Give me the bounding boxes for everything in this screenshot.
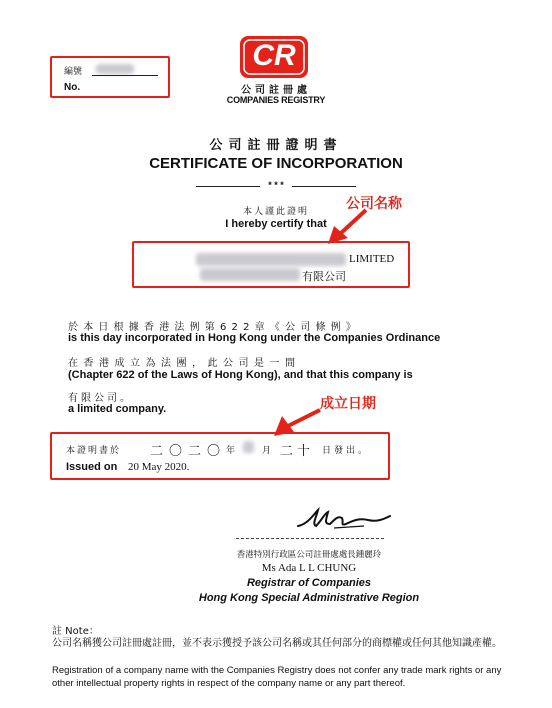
number-label-en: No. — [64, 82, 81, 93]
body-line2-en: (Chapter 622 of the Laws of Hong Kong), and that this company is — [68, 369, 413, 381]
note-label: 註 Note： — [52, 626, 99, 637]
issued-zh-prefix: 本證明書於 — [66, 446, 122, 456]
annotation-date: 成立日期 — [320, 396, 376, 412]
company-name-en-redacted — [196, 253, 346, 266]
annotation-company-name: 公司名称 — [346, 196, 402, 212]
cr-logo-mark: CR — [252, 39, 296, 72]
divider-right — [292, 186, 356, 187]
number-redacted — [96, 64, 134, 74]
title-en: CERTIFICATE OF INCORPORATION — [149, 155, 403, 172]
number-underline — [92, 75, 158, 76]
registry-name-zh: 公司註冊處 — [241, 85, 311, 96]
number-label-zh: 編號 — [64, 67, 83, 77]
title-zh: 公司註冊證明書 — [209, 138, 343, 153]
company-name-zh-redacted — [200, 268, 300, 281]
signatory-region: Hong Kong Special Administrative Region — [198, 592, 420, 604]
company-name-en-suffix: LIMITED — [349, 253, 395, 265]
divider-left — [196, 186, 260, 187]
signature-divider — [236, 538, 384, 539]
issued-zh-suffix: 日發出。 — [322, 446, 371, 456]
issued-en-date: 20 May 2020. — [128, 461, 190, 473]
note-en: Registration of a company name with the Companies Registry does not confer any trade mark rights or any other intellectual property rights in respect of the company name or any part thereof. — [52, 665, 502, 689]
body-line1-zh: 於本日根據香港法例第622章《公司條例》 — [68, 322, 362, 333]
registry-name-en: COMPANIES REGISTRY — [226, 95, 326, 105]
signatory-role: Registrar of Companies — [246, 577, 372, 589]
body-line3-en: a limited company. — [68, 403, 167, 415]
signatory-zh-title: 香港特別行政區公司註冊處處長鍾麗玲 — [236, 550, 382, 560]
divider-stars: * * * — [268, 180, 284, 190]
signatory-name: Ms Ada L L CHUNG — [261, 562, 357, 574]
certify-zh: 本人謹此證明 — [242, 207, 309, 217]
certify-en: I hereby certify that — [225, 218, 327, 230]
issued-month-redacted — [243, 441, 254, 453]
body-line2-zh: 在香港成立為法團，此公司是一間 — [68, 358, 301, 369]
registrar-signature-icon — [294, 506, 394, 534]
issued-zh-year-char: 年 — [226, 446, 236, 456]
note-zh: 公司名稱獲公司註冊處註冊，並不表示獲授予該公司名稱或其任何部分的商標權或任何其他知識產權。 — [52, 638, 502, 649]
issued-zh-month-char: 月 — [262, 446, 272, 456]
cr-logo — [238, 34, 310, 80]
body-line3-zh: 有限公司。 — [68, 393, 133, 404]
issued-en-label: Issued on — [66, 461, 118, 473]
company-name-zh-suffix: 有限公司 — [302, 270, 346, 283]
issued-zh-day: 二十 — [280, 444, 315, 459]
body-line1-en: is this day incorporated in Hong Kong under the Companies Ordinance — [68, 332, 441, 344]
issued-zh-year: 二〇二〇 — [150, 444, 227, 459]
